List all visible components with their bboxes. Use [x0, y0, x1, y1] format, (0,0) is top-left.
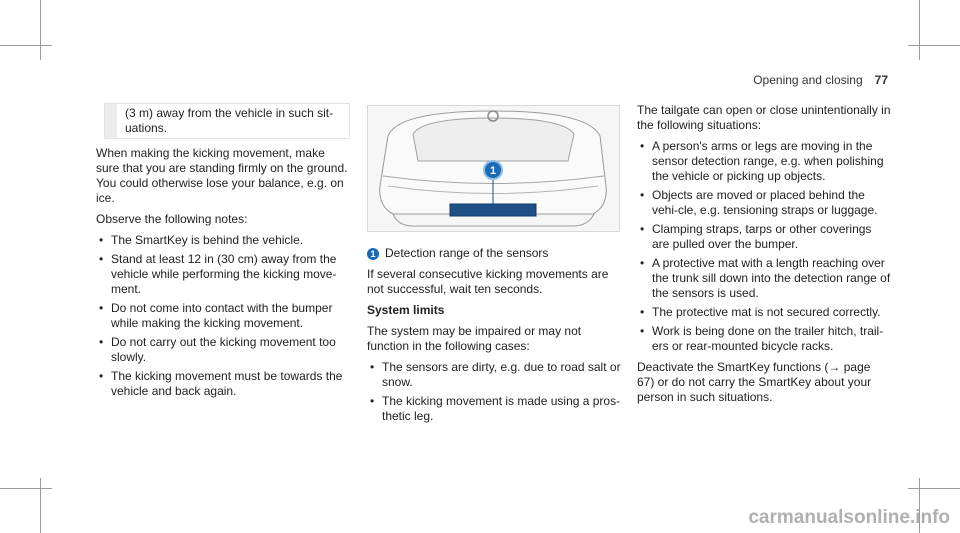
column-right	[637, 103, 891, 411]
watermark: carmanualsonline.info	[748, 507, 950, 528]
page-header	[753, 73, 888, 87]
paragraph: Observe the following notes:	[96, 212, 248, 226]
limits-list	[367, 360, 622, 424]
section-heading: System limits	[367, 303, 445, 317]
list-item: • Stand at least 12 in (30 cm) away from the vehicle while performing the kicking move-ment.	[96, 252, 348, 297]
list-item: • Work is being done on the trailer hitch, trail-ers or rear-mounted bicycle racks.	[637, 324, 891, 354]
caption-text: Detection range of the sensors	[385, 246, 549, 260]
situations-list	[637, 139, 891, 354]
list-item: • Do not carry out the kicking movement too slowly.	[96, 335, 348, 365]
column-left	[96, 146, 348, 405]
crop-mark	[40, 0, 41, 60]
list-item: • Objects are moved or placed behind the vehi-cle, e.g. tensioning straps or luggage.	[637, 188, 891, 218]
figure-marker: 1	[489, 165, 497, 177]
paragraph: If several consecutive kicking movements are not successful, wait ten seconds.	[367, 267, 609, 296]
section-title: Opening and closing	[753, 73, 863, 87]
paragraph: When making the kicking movement, make sure that you are standing firmly on the ground. You could otherwise lose your balance, e.g. on ice.	[96, 146, 348, 205]
page-number: 77	[874, 73, 888, 87]
note-box	[104, 103, 350, 139]
list-item: • Clamping straps, tarps or other coverings are pulled over the bumper.	[637, 222, 891, 252]
note-bar	[105, 104, 117, 138]
paragraph: The system may be impaired or may not function in the following cases:	[367, 324, 582, 353]
list-item: • Do not come into contact with the bumper while making the kicking movement.	[96, 301, 348, 331]
list-item: • A person's arms or legs are moving in the sensor detection range, e.g. when polishing the vehicle or picking up objects.	[637, 139, 891, 184]
column-middle	[367, 246, 622, 430]
caption-number-badge: 1	[367, 248, 379, 260]
crop-mark	[0, 488, 52, 489]
paragraph: The tailgate can open or close unintentionally in the following situations:	[637, 103, 891, 132]
list-item: • The SmartKey is behind the vehicle.	[96, 233, 348, 248]
crop-mark	[908, 45, 960, 46]
list-item: • A protective mat with a length reaching over the trunk sill down into the detection range of the sensors is used.	[637, 256, 891, 301]
crop-mark	[0, 45, 52, 46]
note-text: (3 m) away from the vehicle in such sit- uations.	[125, 106, 334, 135]
paragraph: Deactivate the SmartKey functions (→ page 67) or do not carry the SmartKey about your person in such situations.	[637, 360, 872, 404]
vehicle-rear-illustration	[367, 105, 620, 232]
notes-list	[96, 233, 348, 399]
list-item: • The sensors are dirty, e.g. due to road salt or snow.	[367, 360, 622, 390]
list-item: • The protective mat is not secured correctly.	[637, 305, 891, 320]
vehicle-rear-drawing	[368, 106, 619, 231]
list-item: • The kicking movement is made using a pros-thetic leg.	[367, 394, 622, 424]
crop-mark	[919, 0, 920, 60]
crop-mark	[908, 488, 960, 489]
crop-mark	[40, 478, 41, 533]
list-item: • The kicking movement must be towards the vehicle and back again.	[96, 369, 348, 399]
figure-caption	[367, 246, 622, 261]
